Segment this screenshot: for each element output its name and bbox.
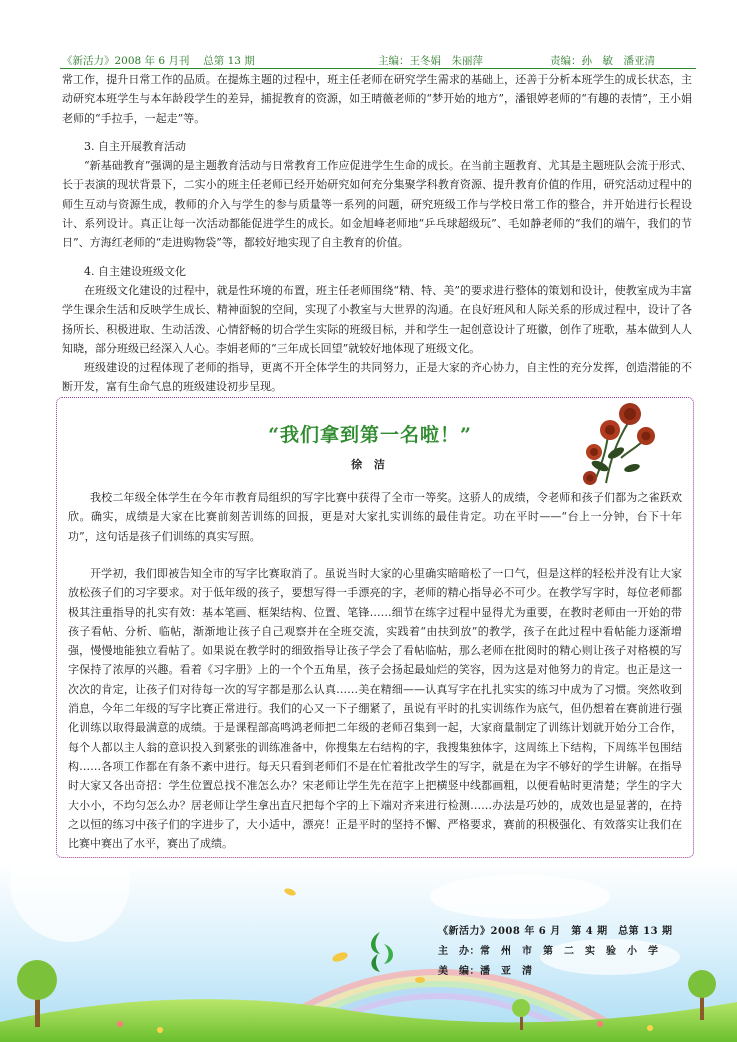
footer-journal-info: 《新活力》2008 年 6 月 第 4 期 总第 13 期 (438, 926, 673, 937)
header-editors: 主编：王冬娟 朱丽萍 (378, 55, 483, 67)
article-paragraph-1: 我校二年级全体学生在今年市教育局组织的写字比赛中获得了全市一等奖。这骄人的成绩，令老师和孩子们都为之雀跃欢欣。确实，成绩是大家在比赛前刻苦训练的回报，更是对大家扎实训练的最佳肯定。功在平时——“台上一分钟，台下十年功”，这句话是孩子们训练的真实写照。 (68, 491, 682, 543)
section-heading-3: 3. 自主开展教育活动 (84, 140, 186, 153)
body-paragraph-1: 常工作，提升日常工作的品质。在提炼主题的过程中，班主任老师在研究学生需求的基础上，还善于分析本班学生的成长状态，主动研究本班学生与本年龄段学生的差异，捕捉教育的资源，如王晴薇老师的“梦开始的地方”，潘银婷老师的“有趣的表情”，王小娟老师的“手拉手，一起走”等。 (62, 73, 692, 125)
body-paragraph-4: 班级建设的过程体现了老师的指导，更离不开全体学生的共同努力，正是大家的齐心协力，自主性的充分发挥，创造潜能的不断开发，富有生命气息的班级建设初步呈现。 (62, 361, 692, 394)
page-header (60, 52, 696, 69)
rose-decoration-icon (566, 398, 670, 488)
body-paragraph-3: 在班级文化建设的过程中，就是性环境的布置，班主任老师围绕“精、特、美”的要求进行整体的策划和设计，使教室成为丰富学生课余生活和反映学生成长、精神面貌的空间，实现了小教室与大世界的沟通。在良好班风和人际关系的形成过程中，设计了各扬所长、积极进取、生动活泼、心情舒畅的切合学生实际的班级目标，并和学生一起创意设计了班徽，创作了班歌，基本做到人人知晓，部分班级已经深入人心。李娟老师的“三年成长回望”就较好地体现了班级文化。 (62, 284, 692, 355)
article-author: 徐 洁 (351, 458, 389, 471)
footer-organizer: 主 办：常 州 市 第 二 实 验 小 学 (438, 946, 659, 957)
header-journal: 《新活力》2008 年 6 月刊 总第 13 期 (62, 55, 255, 67)
school-logo-icon (366, 928, 398, 974)
article-paragraph-2: 开学初，我们即被告知全市的写字比赛取消了。虽说当时大家的心里确实暗暗松了一口气，但是这样的轻松并没有让大家放松孩子们的习字要求。对于低年级的孩子，要想写得一手漂亮的字，老师的精心指导必不可少。在教学写字时，每位老师都极其注重指导的扎实有效：基本笔画、框架结构、位置、笔锋……细节在练字过程中显得尤为重要，在教时老师由一开始的带孩子看帖、分析、临帖，渐渐地让孩子自己观察并在全班交流，实践着“由扶到放”的教学，孩子在此过程中看帖能力逐渐增强，慢慢地能独立看帖了。如果说在教学时的细致指导让孩子学会了看帖临帖，那么老师在批阅时的精心则让孩子对格模的写字保持了浓厚的兴趣。看着《习字册》上的一个个五角星，孩子会扬起最灿烂的笑容，因为这是对他努力的肯定。也正是这一次次的肯定，让孩子们对待每一次的写字都是那么认真……美在精细——认真写字在扎扎实实的练习中成为了习惯。突然收到消息，今年二年级的写字比赛正常进行。我们的心又一下子绷紧了，虽说有平时的扎实训练作为底气，但仍想着在赛前进行强化训练以取得最满意的成绩。于是课程部高鸣鸿老师把二年级的老师召集到一起，大家商量制定了训练计划就开始分工合作，每个人都以主人翁的意识投入到紧张的训练准备中，你搜集左右结构的字，我搜集独体字，这周练上下结构，下周练半包围结构……各项工作都在有条不紊中进行。每天只看到老师们不是在忙着批改学生的写字，就是在为字不够好的学生讲解。在指导时大家又各出奇招：学生位置总找不准怎么办？宋老师让学生先在范字上把横竖中线都画粗，以便看帖时更清楚；学生的字大大小小，不均匀怎么办？居老师让学生拿出直尺把每个字的上下端对齐来进行检测……办法是巧妙的，成效也是显著的，在持之以恒的练习中孩子们的字进步了，大小适中，漂亮！正是平时的坚持不懈、严格要求，赛前的积极强化、有效落实让我们在比赛中赛出了水平，赛出了成绩。 (68, 567, 682, 851)
article-title: “我们拿到第一名啦！” (268, 424, 472, 446)
section-heading-4: 4. 自主建设班级文化 (84, 265, 186, 278)
header-responsible-editors: 责编：孙 敏 潘亚清 (550, 55, 655, 67)
footer-art-editor: 美 编：潘 亚 清 (438, 966, 533, 977)
body-paragraph-2: “新基础教育”强调的是主题教育活动与日常教育工作应促进学生生命的成长。在当前主题教育、尤其是主题班队会流于形式、长于表演的现状背景下，二实小的班主任老师已经开始研究如何充分集聚学科教育资源、提升教育价值的作用，研究活动过程中的师生互动与资源生成，教师的介入与学生的参与质量等一系列的问题，研究班级工作与学校日常工作的整合，并开始进行长程设计、系列设计。真正让每一次活动都能促进学生的成长。如金旭峰老师地“乒乓球超级玩”、毛如静老师的“我们的端午，我们的节日”、方海红老师的“走进购物袋”等，都较好地实现了自主教育的价值。 (62, 159, 692, 250)
